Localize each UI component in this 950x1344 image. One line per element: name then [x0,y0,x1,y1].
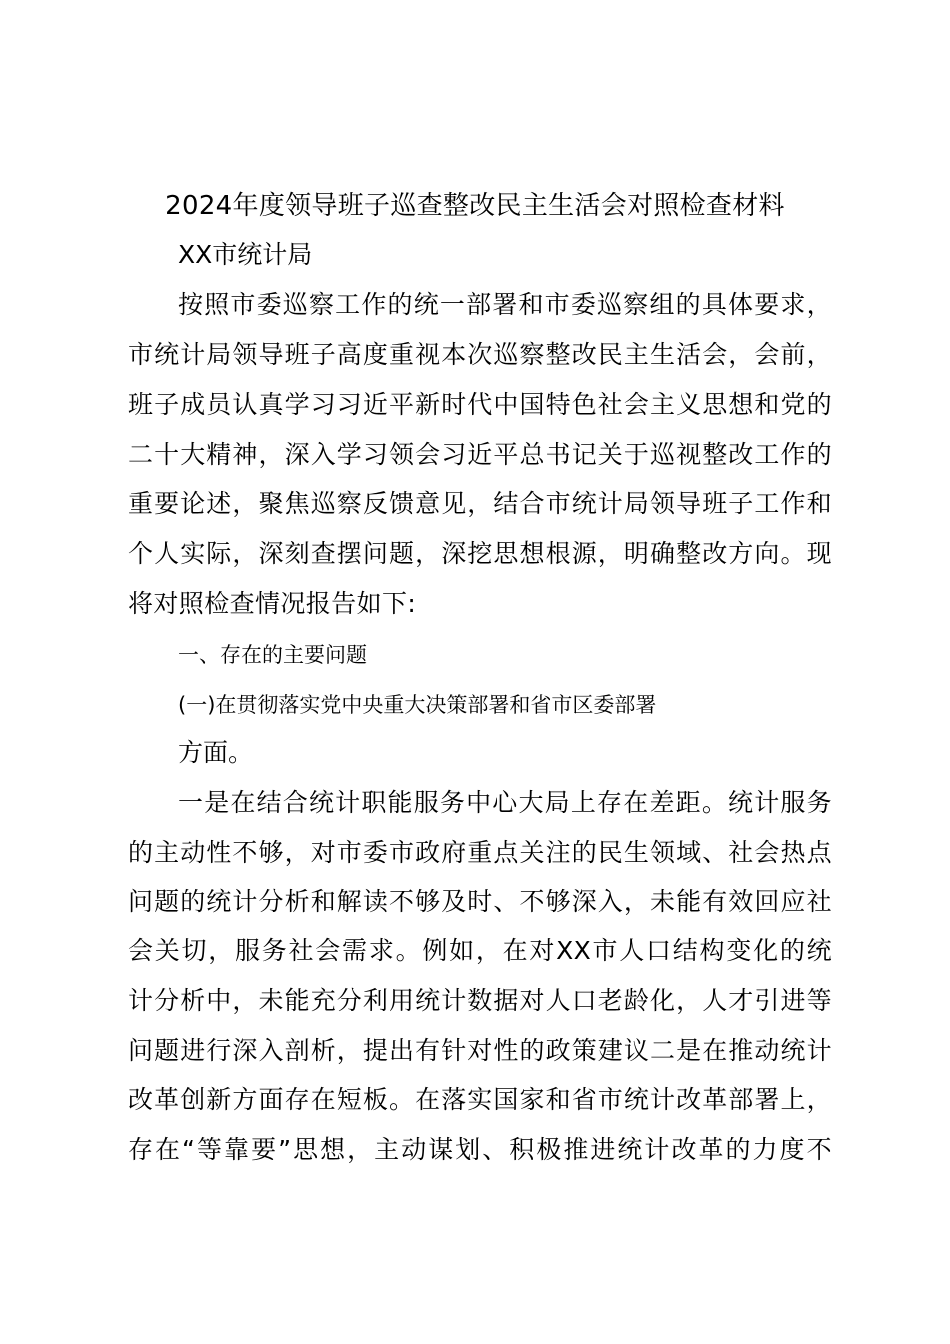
paragraph-line: 会关切，服务社会需求。例如，在对XX市人口结构变化的统 [128,936,832,965]
paragraph-line: 班子成员认真学习习近平新时代中国特色社会主义思想和党的 [128,390,832,419]
paragraph-line: 存在“等靠要”思想，主动谋划、积极推进统计改革的力度不 [128,1135,832,1164]
paragraph-line: 按照市委巡察工作的统一部署和市委巡察组的具体要求， [178,290,832,319]
paragraph-line: 二十大精神，深入学习领会习近平总书记关于巡视整改工作的 [128,440,832,469]
section-heading: 一、存在的主要问题 [178,643,367,667]
paragraph-line: 问题的统计分析和解读不够及时、不够深入，未能有效回应社 [128,887,832,916]
document-title: 2024年度领导班子巡查整改民主生活会对照检查材料 [165,191,785,221]
paragraph-line: 一是在结合统计职能服务中心大局上存在差距。统计服务 [178,788,832,817]
document-author: XX市统计局 [178,240,313,269]
paragraph-line: 将对照检查情况报告如下: [128,589,417,618]
paragraph-line: 改革创新方面存在短板。在落实国家和省市统计改革部署上， [128,1085,832,1114]
paragraph-line: 的主动性不够，对市委市政府重点关注的民生领域、社会热点 [128,838,832,867]
paragraph-line: 市统计局领导班子高度重视本次巡察整改民主生活会，会前， [128,340,832,369]
paragraph-line: 个人实际，深刻查摆问题，深挖思想根源，明确整改方向。现 [128,539,832,568]
paragraph-line: 问题进行深入剖析，提出有针对性的政策建议二是在推动统计 [128,1036,832,1065]
paragraph-line: 计分析中，未能充分利用统计数据对人口老龄化，人才引进等 [128,986,832,1015]
paragraph-line: 重要论述，聚焦巡察反馈意见，结合市统计局领导班子工作和 [128,489,832,518]
subsection-heading-continuation: 方面。 [178,738,254,767]
subsection-heading: (一)在贯彻落实党中央重大决策部署和省市区委部署 [178,693,657,717]
